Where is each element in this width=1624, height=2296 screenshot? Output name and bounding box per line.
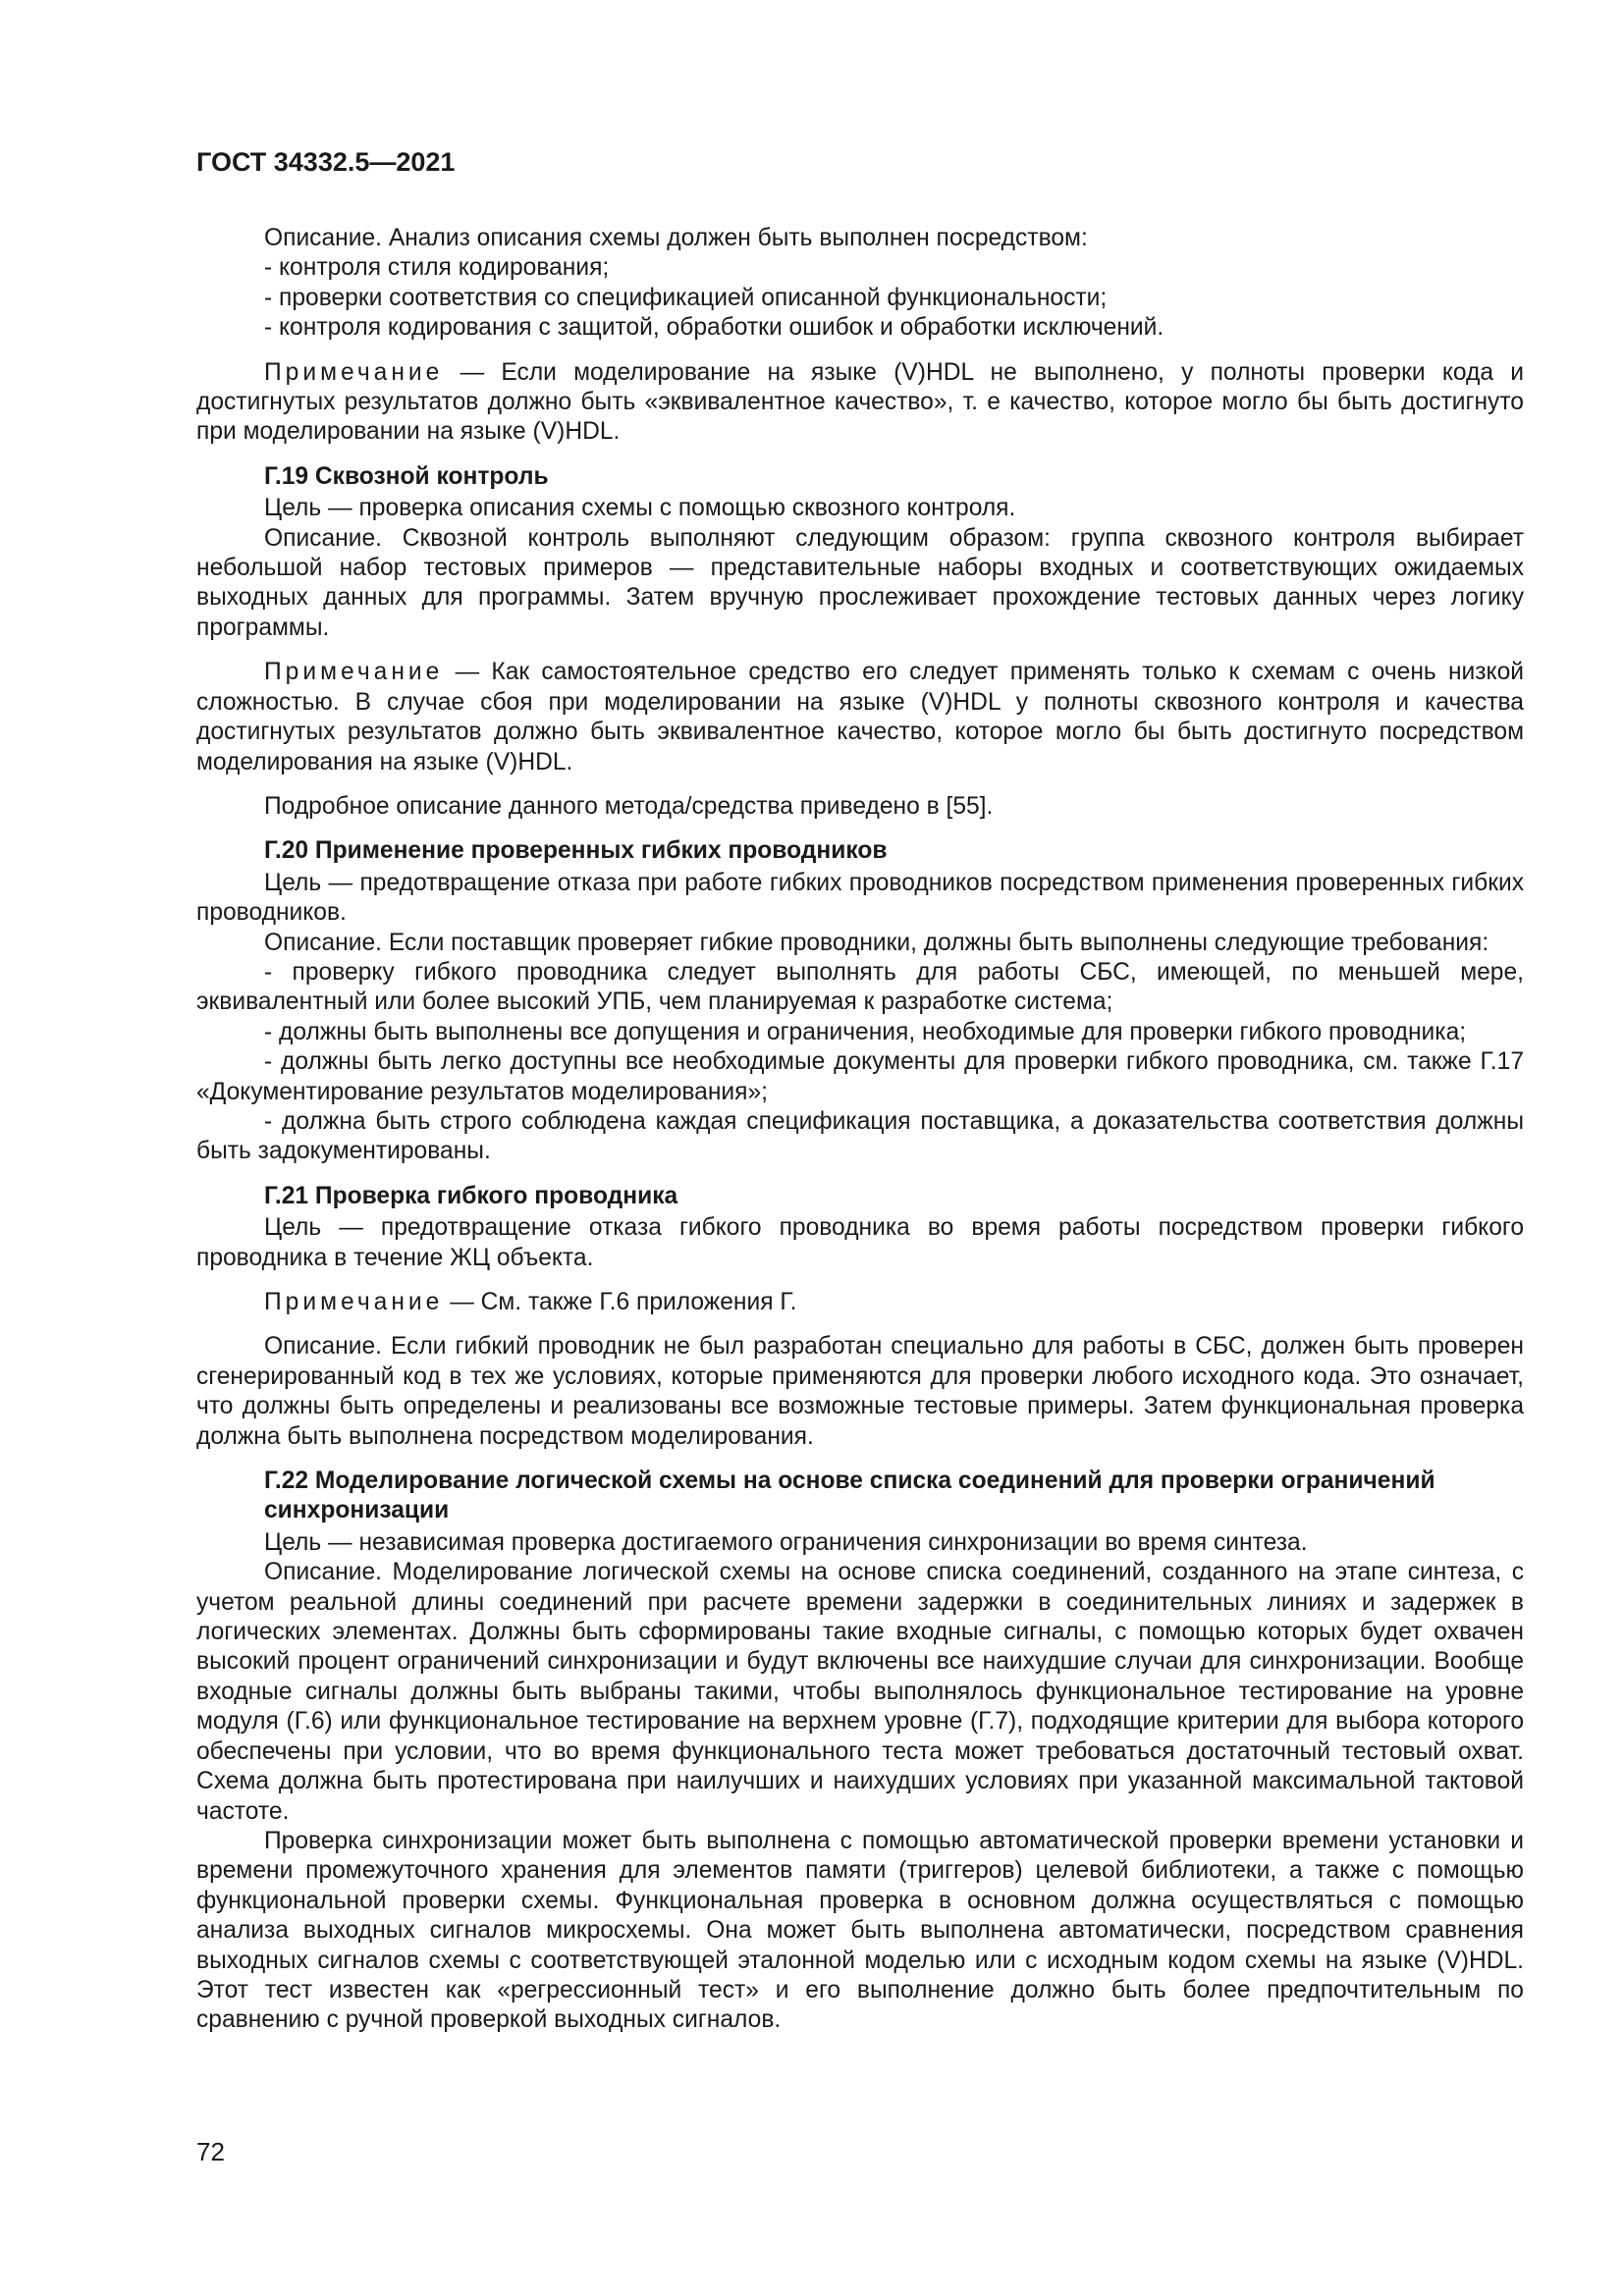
g21-note (196, 1288, 1524, 1317)
g19-note (196, 658, 1524, 777)
g21-goal: Цель — предотвращение отказа гибкого проводника во время работы посредством проверки гибкого проводника в течение ЖЦ объекта. (196, 1214, 1524, 1271)
g21-description: Описание. Если гибкий проводник не был разработан специально для работы в СБС, должен быть проверен сгенерированный код в тех же условиях, которые применяются для проверки любого исходного кода. Это означает, что должны быть определены и реализованы все возможные тестовые примеры. Затем функциональная проверка должна быть выполнена посредством моделирования. (196, 1333, 1524, 1450)
intro-description: Описание. Анализ описания схемы должен быть выполнен посредством: (264, 225, 1088, 251)
section-heading-g21: Г.21 Проверка гибкого проводника (264, 1182, 678, 1209)
note-text: — Как самостоятельное средство его следует применять только к схемам с очень низкой сложностью. В случае сбоя при моделировании на языке (V)HDL у полноты сквозного контроля и качества достигнутых результатов должно быть эквивалентное качество, которое могло бы быть достигнуто посредством моделирования на языке (V)HDL. (196, 659, 1524, 775)
g20-item: - проверку гибкого проводника следует выполнять для работы СБС, имеющей, по меньшей мере, эквивалентный или более высокий УПБ, чем планируемая к разработке система; (196, 958, 1524, 1016)
g19-goal: Цель — проверка описания схемы с помощью сквозного контроля. (264, 495, 1016, 522)
g20-description: Описание. Если поставщик проверяет гибкие проводники, должны быть выполнены следующие требования: (264, 929, 1489, 956)
g20-item: - должны быть выполнены все допущения и ограничения, необходимые для проверки гибкого проводника; (264, 1018, 1467, 1045)
g20-item: - должны быть легко доступны все необходимые документы для проверки гибкого проводника, см. также Г.17 «Документирование результатов моделирования»; (196, 1048, 1524, 1105)
note-text: — См. также Г.6 приложения Г. (443, 1289, 797, 1315)
note-label: Примечание (264, 659, 444, 686)
note-text: — Если моделирование на языке (V)HDL не выполнено, у полноты проверки кода и достигнутых результатов должно быть «эквивалентное качество», т. е качество, которое могло бы быть достигнуто при моделировании на языке (V)HDL. (196, 358, 1524, 446)
note-label: Примечание (264, 1289, 444, 1315)
standard-code-header: ГОСТ 34332.5—2021 (196, 147, 456, 177)
page-number: 72 (196, 2137, 225, 2166)
section-heading-g22: Г.22 Моделирование логической схемы на основе списка соединений для проверки ограничений синхронизации (264, 1468, 1435, 1524)
intro-note (196, 358, 1524, 448)
g19-description: Описание. Сквозной контроль выполняют следующим образом: группа сквозного контроля выбирает небольшой набор тестовых примеров — представительные наборы входных и соответствующих ожидаемых выходных данных для программы. Затем вручную прослеживает прохождение тестовых данных через логику программы. (196, 524, 1524, 641)
g22-paragraph: Проверка синхронизации может быть выполнена с помощью автоматической проверки времени установки и времени промежуточного хранения для элементов памяти (триггеров) целевой библиотеки, а также с помощью функциональной проверки схемы. Функциональная проверка в основном должна осуществляться с помощью анализа выходных сигналов микросхемы. Она может быть выполнена автоматически, посредством сравнения выходных сигналов схемы с соответствующей эталонной моделью или с исходным кодом схемы на языке (V)HDL. Этот тест известен как «регрессионный тест» и его выполнение должно быть более предпочтительным по сравнению с ручной проверкой выходных сигналов. (196, 1827, 1524, 2034)
page-content (196, 224, 1524, 2036)
section-heading-g20: Г.20 Применение проверенных гибких проводников (264, 837, 888, 865)
intro-item: - контроля кодирования с защитой, обработки ошибок и обработки исключений. (264, 314, 1164, 342)
g20-goal: Цель — предотвращение отказа при работе гибких проводников посредством применения проверенных гибких проводников. (196, 869, 1524, 927)
g20-item: - должна быть строго соблюдена каждая спецификация поставщика, а доказательства соответствия должны быть задокументированы. (196, 1107, 1524, 1165)
section-heading-g19: Г.19 Сквозной контроль (264, 462, 549, 490)
intro-item: - контроля стиля кодирования; (264, 254, 610, 282)
note-label: Примечание (264, 358, 444, 386)
g22-description: Описание. Моделирование логической схемы на основе списка соединений, созданного на этапе синтеза, с учетом реальной длины соединений при расчете времени задержки в соединительных линиях и задержек в логических элементах. Должны быть сформированы такие входные сигналы, с помощью которых будет охвачен высокий процент ограничений синхронизации и будут включены все наихудшие случаи для синхронизации. Вообще входные сигналы должны быть выбраны такими, чтобы выполнялось функциональное тестирование на уровне модуля (Г.6) или функциональное тестирование на верхнем уровне (Г.7), подходящие критерии для выбора которого обеспечены при условии, что во время функционального теста может требоваться достаточный тестовый охват. Схема должна быть протестирована при наилучших и наихудших условиях при указанной максимальной тактовой частоте. (196, 1559, 1524, 1825)
g19-reference: Подробное описание данного метода/средства приведено в [55]. (264, 792, 994, 820)
g22-goal: Цель — независимая проверка достигаемого ограничения синхронизации во время синтеза. (264, 1528, 1308, 1556)
intro-item: - проверки соответствия со спецификацией описанной функциональности; (264, 284, 1108, 311)
